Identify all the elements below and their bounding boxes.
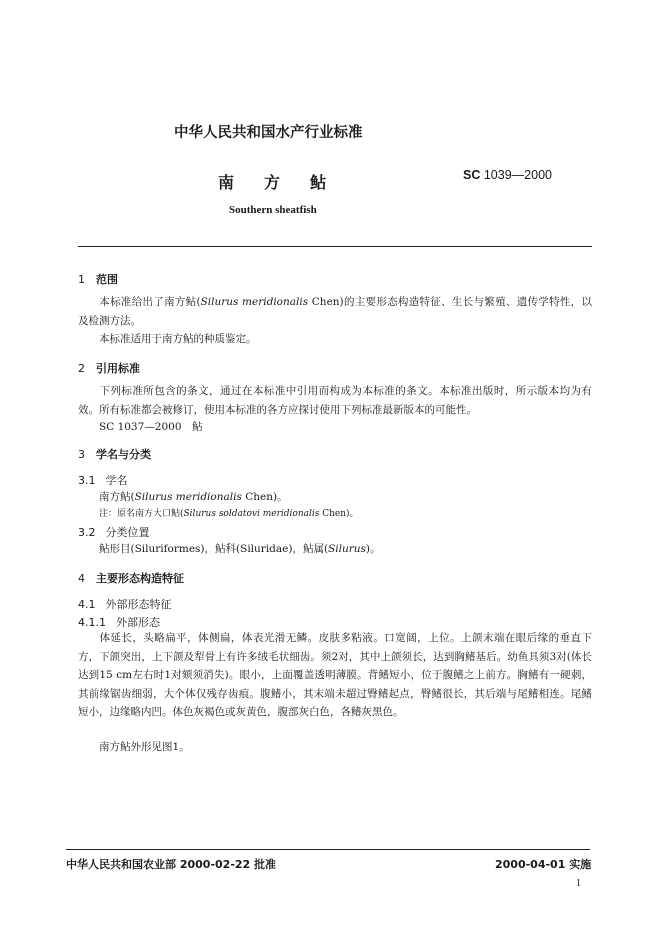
subsection-number: 4.1 xyxy=(78,598,96,611)
section-number: 3 xyxy=(78,448,85,461)
section-title: 主要形态构造特征 xyxy=(96,572,184,585)
scientific-name: Silurus meridionalis xyxy=(200,296,309,308)
text-run: 注：原名南方大口鲇( xyxy=(99,509,184,519)
text-run: Chen)。 xyxy=(241,491,288,503)
text-run: 南方鲇外形见图1。 xyxy=(99,741,190,753)
subsection-4-1-1-heading xyxy=(78,614,160,630)
subsection-3-2-heading xyxy=(78,524,150,540)
text-run: SC 1037—2000 鲇 xyxy=(99,421,203,433)
subsection-title: 外部形态 xyxy=(116,616,160,629)
text-run: 下列标准所包含的条文，通过在本标准中引用而构成为本标准的条文。本标准出版时，所示版本均为有效。所有标准都会被修订，使用本标准的各方应探讨使用下列标准最新版本的可能性。 xyxy=(78,385,592,416)
scientific-name-line xyxy=(78,488,592,507)
subsection-title: 外部形态特征 xyxy=(105,598,172,611)
scientific-name-note xyxy=(78,505,592,524)
text-run: 本标准给出了南方鲇( xyxy=(99,296,201,308)
text-run: )。 xyxy=(365,543,381,555)
section-number: 4 xyxy=(78,572,85,585)
subsection-4-1-heading xyxy=(78,596,172,612)
scientific-name: Silurus soldatovi meridionalis xyxy=(183,509,320,519)
section-4-heading xyxy=(78,570,184,586)
subsection-3-1-heading xyxy=(78,472,128,488)
standard-code-number: 1039—2000 xyxy=(483,168,552,182)
approval-info: 中华人民共和国农业部 2000-02-22 批准 xyxy=(66,858,277,871)
issuing-organization: 中华人民共和国水产行业标准 xyxy=(174,125,363,141)
section-number: 2 xyxy=(78,362,85,375)
external-morphology-paragraph xyxy=(78,629,592,722)
section-1-paragraph-1 xyxy=(78,293,592,330)
scientific-name: Silurus meridionalis xyxy=(134,491,242,503)
text-run: 体延长，头略扁平，体侧扁，体表光滑无鳞。皮肤多粘液。口宽阔，上位。上颌末端在眼后缘的垂直下方，下颌突出，上下颌及犁骨上有许多绒毛状细齿。须2对，其中上颌须长，达到胸鳍基后。幼鱼具须3对(体长达到15 cm左右时1对颏须消失)。眼小，上面覆盖透明薄膜。背鳍短小，位于腹鳍之上前方。胸鳍有一硬刺，其前缘锯齿细弱，大个体仅残存齿痕。腹鳍小，其末端未超过臀鳍起点，臀鳍很长，其后端与尾鳍相连。尾鳍短小，边缘略内凹。体色灰褐色或灰黄色，腹部灰白色，各鳍灰黑色。 xyxy=(78,632,592,718)
text-run: 南方鲇( xyxy=(99,491,135,503)
section-2-paragraph-1 xyxy=(78,382,592,419)
subsection-number: 3.2 xyxy=(78,526,96,539)
subsection-number: 3.1 xyxy=(78,474,96,487)
text-run: Chen)的主要形态构造特征、生长与繁殖、遗传学特性，以及检测方法。 xyxy=(78,296,592,327)
section-title: 引用标准 xyxy=(96,362,140,375)
section-1-paragraph-2 xyxy=(78,330,592,349)
taxonomy-line xyxy=(78,540,592,559)
section-1-heading xyxy=(78,271,118,287)
standard-code xyxy=(463,168,552,182)
subsection-title: 分类位置 xyxy=(105,526,150,539)
text-run: Chen)。 xyxy=(319,509,359,519)
standard-code-prefix: SC xyxy=(463,168,481,182)
referenced-standard xyxy=(78,418,592,437)
page-number: 1 xyxy=(576,878,581,889)
subsection-title: 学名 xyxy=(105,474,128,487)
footer-divider xyxy=(66,849,590,850)
document-title: 南方鲇 xyxy=(218,173,357,192)
text-run: 本标准适用于南方鲇的种质鉴定。 xyxy=(99,333,257,345)
section-3-heading xyxy=(78,446,151,462)
subsection-number: 4.1.1 xyxy=(78,616,106,629)
implementation-date: 2000-04-01 实施 xyxy=(495,858,592,871)
section-title: 范围 xyxy=(96,273,118,286)
scientific-name: Silurus xyxy=(328,543,366,555)
english-title: Southern sheatfish xyxy=(229,204,317,216)
section-title: 学名与分类 xyxy=(96,448,151,461)
header-divider xyxy=(78,246,592,247)
section-2-heading xyxy=(78,360,140,376)
section-number: 1 xyxy=(78,273,85,286)
figure-reference xyxy=(78,738,592,757)
text-run: 鲇形目(Siluriformes)，鲇科(Siluridae)，鲇属( xyxy=(99,543,329,555)
